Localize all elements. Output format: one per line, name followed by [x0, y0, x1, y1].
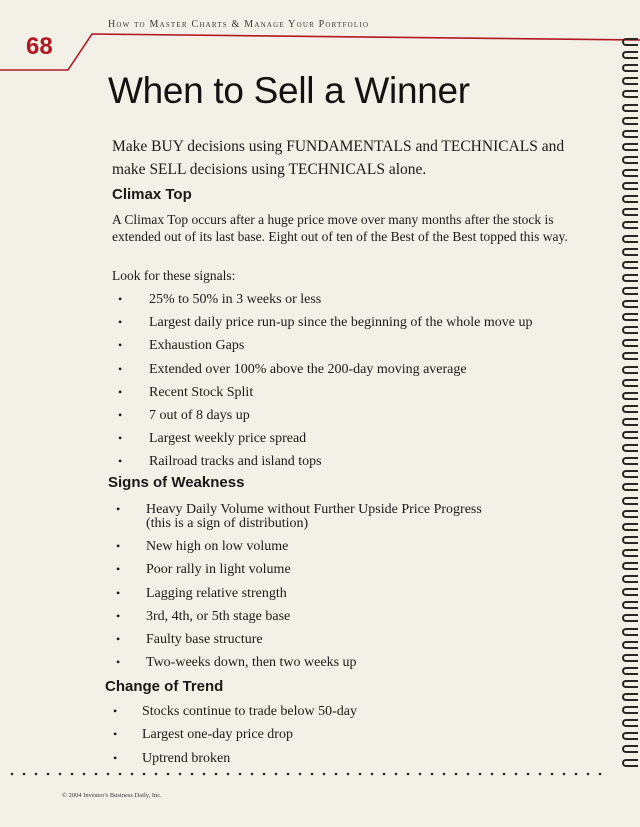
binding-ring — [622, 300, 638, 308]
binding-ring — [622, 90, 638, 98]
spiral-binding — [622, 38, 640, 773]
binding-ring — [622, 680, 638, 688]
binding-ring — [622, 51, 638, 59]
binding-ring — [622, 195, 638, 203]
binding-ring — [622, 38, 638, 46]
intro-text: Make BUY decisions using FUNDAMENTALS and TECHNICALS and make SELL decisions using TECHNICALS alone. — [112, 138, 565, 178]
binding-ring — [622, 601, 638, 609]
signs-of-weakness-heading: Signs of Weakness — [108, 474, 245, 491]
climax-top-heading: Climax Top — [112, 186, 192, 203]
binding-ring — [622, 444, 638, 452]
binding-ring — [622, 104, 638, 112]
look-for-label: Look for these signals: — [112, 268, 236, 283]
binding-ring — [622, 641, 638, 649]
copyright-notice: © 2004 Investor's Business Daily, Inc. — [62, 792, 162, 799]
binding-ring — [622, 379, 638, 387]
binding-ring — [622, 77, 638, 85]
binding-ring — [622, 549, 638, 557]
binding-ring — [622, 326, 638, 334]
change-of-trend-heading: Change of Trend — [105, 678, 224, 695]
binding-ring — [622, 562, 638, 570]
binding-ring — [622, 274, 638, 282]
binding-ring — [622, 745, 638, 753]
book-page: How to Master Charts & Manage Your Portfolio 68 When to Sell a Winner Make BUY decisions using FUNDAMENTALS and TECHNICALS and make SELL decisions using TECHNICALS alone. Climax Top A Climax Top occurs after a huge price move over many months after the stock is extended out of its last base. Eight out of ten of the Best of the Best topped this way. Look for these signals: • 25% to 50% in 3 weeks or less • Largest daily price run-up since the beginning of the whole move up • Exhaustion Gaps • Extended over 100% above the 200-day moving average • Recent Stock Split • 7 out of 8 days up • Largest weekly price spread • Railroad tracks and island tops Signs of Weakness • Heavy Daily Volume without Further Upside Price Progress (this is a sign of distribution) • New high on low volume • Poor rally in light volume • Lagging relative strength • 3rd, 4th, or 5th stage base • Faulty base structure • Two-weeks down, then two weeks up Change of Trend • Stocks continue to trade below 50-day • Largest one-day price drop • Uptrend broken © 2004 Investor's Business Daily, Inc. — [0, 0, 640, 827]
binding-ring — [622, 182, 638, 190]
binding-ring — [622, 523, 638, 531]
binding-ring — [622, 418, 638, 426]
dotted-divider — [6, 772, 606, 776]
binding-ring — [622, 457, 638, 465]
binding-ring — [622, 130, 638, 138]
binding-ring — [622, 313, 638, 321]
running-head: How to Master Charts & Manage Your Portfolio — [108, 19, 370, 30]
binding-ring — [622, 169, 638, 177]
binding-ring — [622, 497, 638, 505]
binding-ring — [622, 156, 638, 164]
binding-ring — [622, 654, 638, 662]
binding-ring — [622, 693, 638, 701]
binding-ring — [622, 117, 638, 125]
binding-ring — [622, 261, 638, 269]
binding-ring — [622, 208, 638, 216]
binding-ring — [622, 759, 638, 767]
binding-ring — [622, 235, 638, 243]
binding-ring — [622, 628, 638, 636]
binding-ring — [622, 366, 638, 374]
binding-ring — [622, 221, 638, 229]
binding-ring — [622, 510, 638, 518]
binding-ring — [622, 536, 638, 544]
binding-ring — [622, 667, 638, 675]
binding-ring — [622, 470, 638, 478]
binding-ring — [622, 483, 638, 491]
binding-ring — [622, 64, 638, 72]
page-number: 68 — [26, 33, 53, 60]
binding-ring — [622, 352, 638, 360]
binding-ring — [622, 287, 638, 295]
binding-ring — [622, 614, 638, 622]
binding-ring — [622, 339, 638, 347]
binding-ring — [622, 706, 638, 714]
binding-ring — [622, 431, 638, 439]
binding-ring — [622, 392, 638, 400]
binding-ring — [622, 719, 638, 727]
binding-ring — [622, 248, 638, 256]
binding-ring — [622, 732, 638, 740]
binding-ring — [622, 405, 638, 413]
page-title: When to Sell a Winner — [108, 70, 470, 111]
climax-top-description: A Climax Top occurs after a huge price move over many months after the stock is extended out of its last base. Eight out of ten of the Best of the Best topped this way. — [112, 212, 568, 244]
binding-ring — [622, 575, 638, 583]
binding-ring — [622, 143, 638, 151]
binding-ring — [622, 588, 638, 596]
